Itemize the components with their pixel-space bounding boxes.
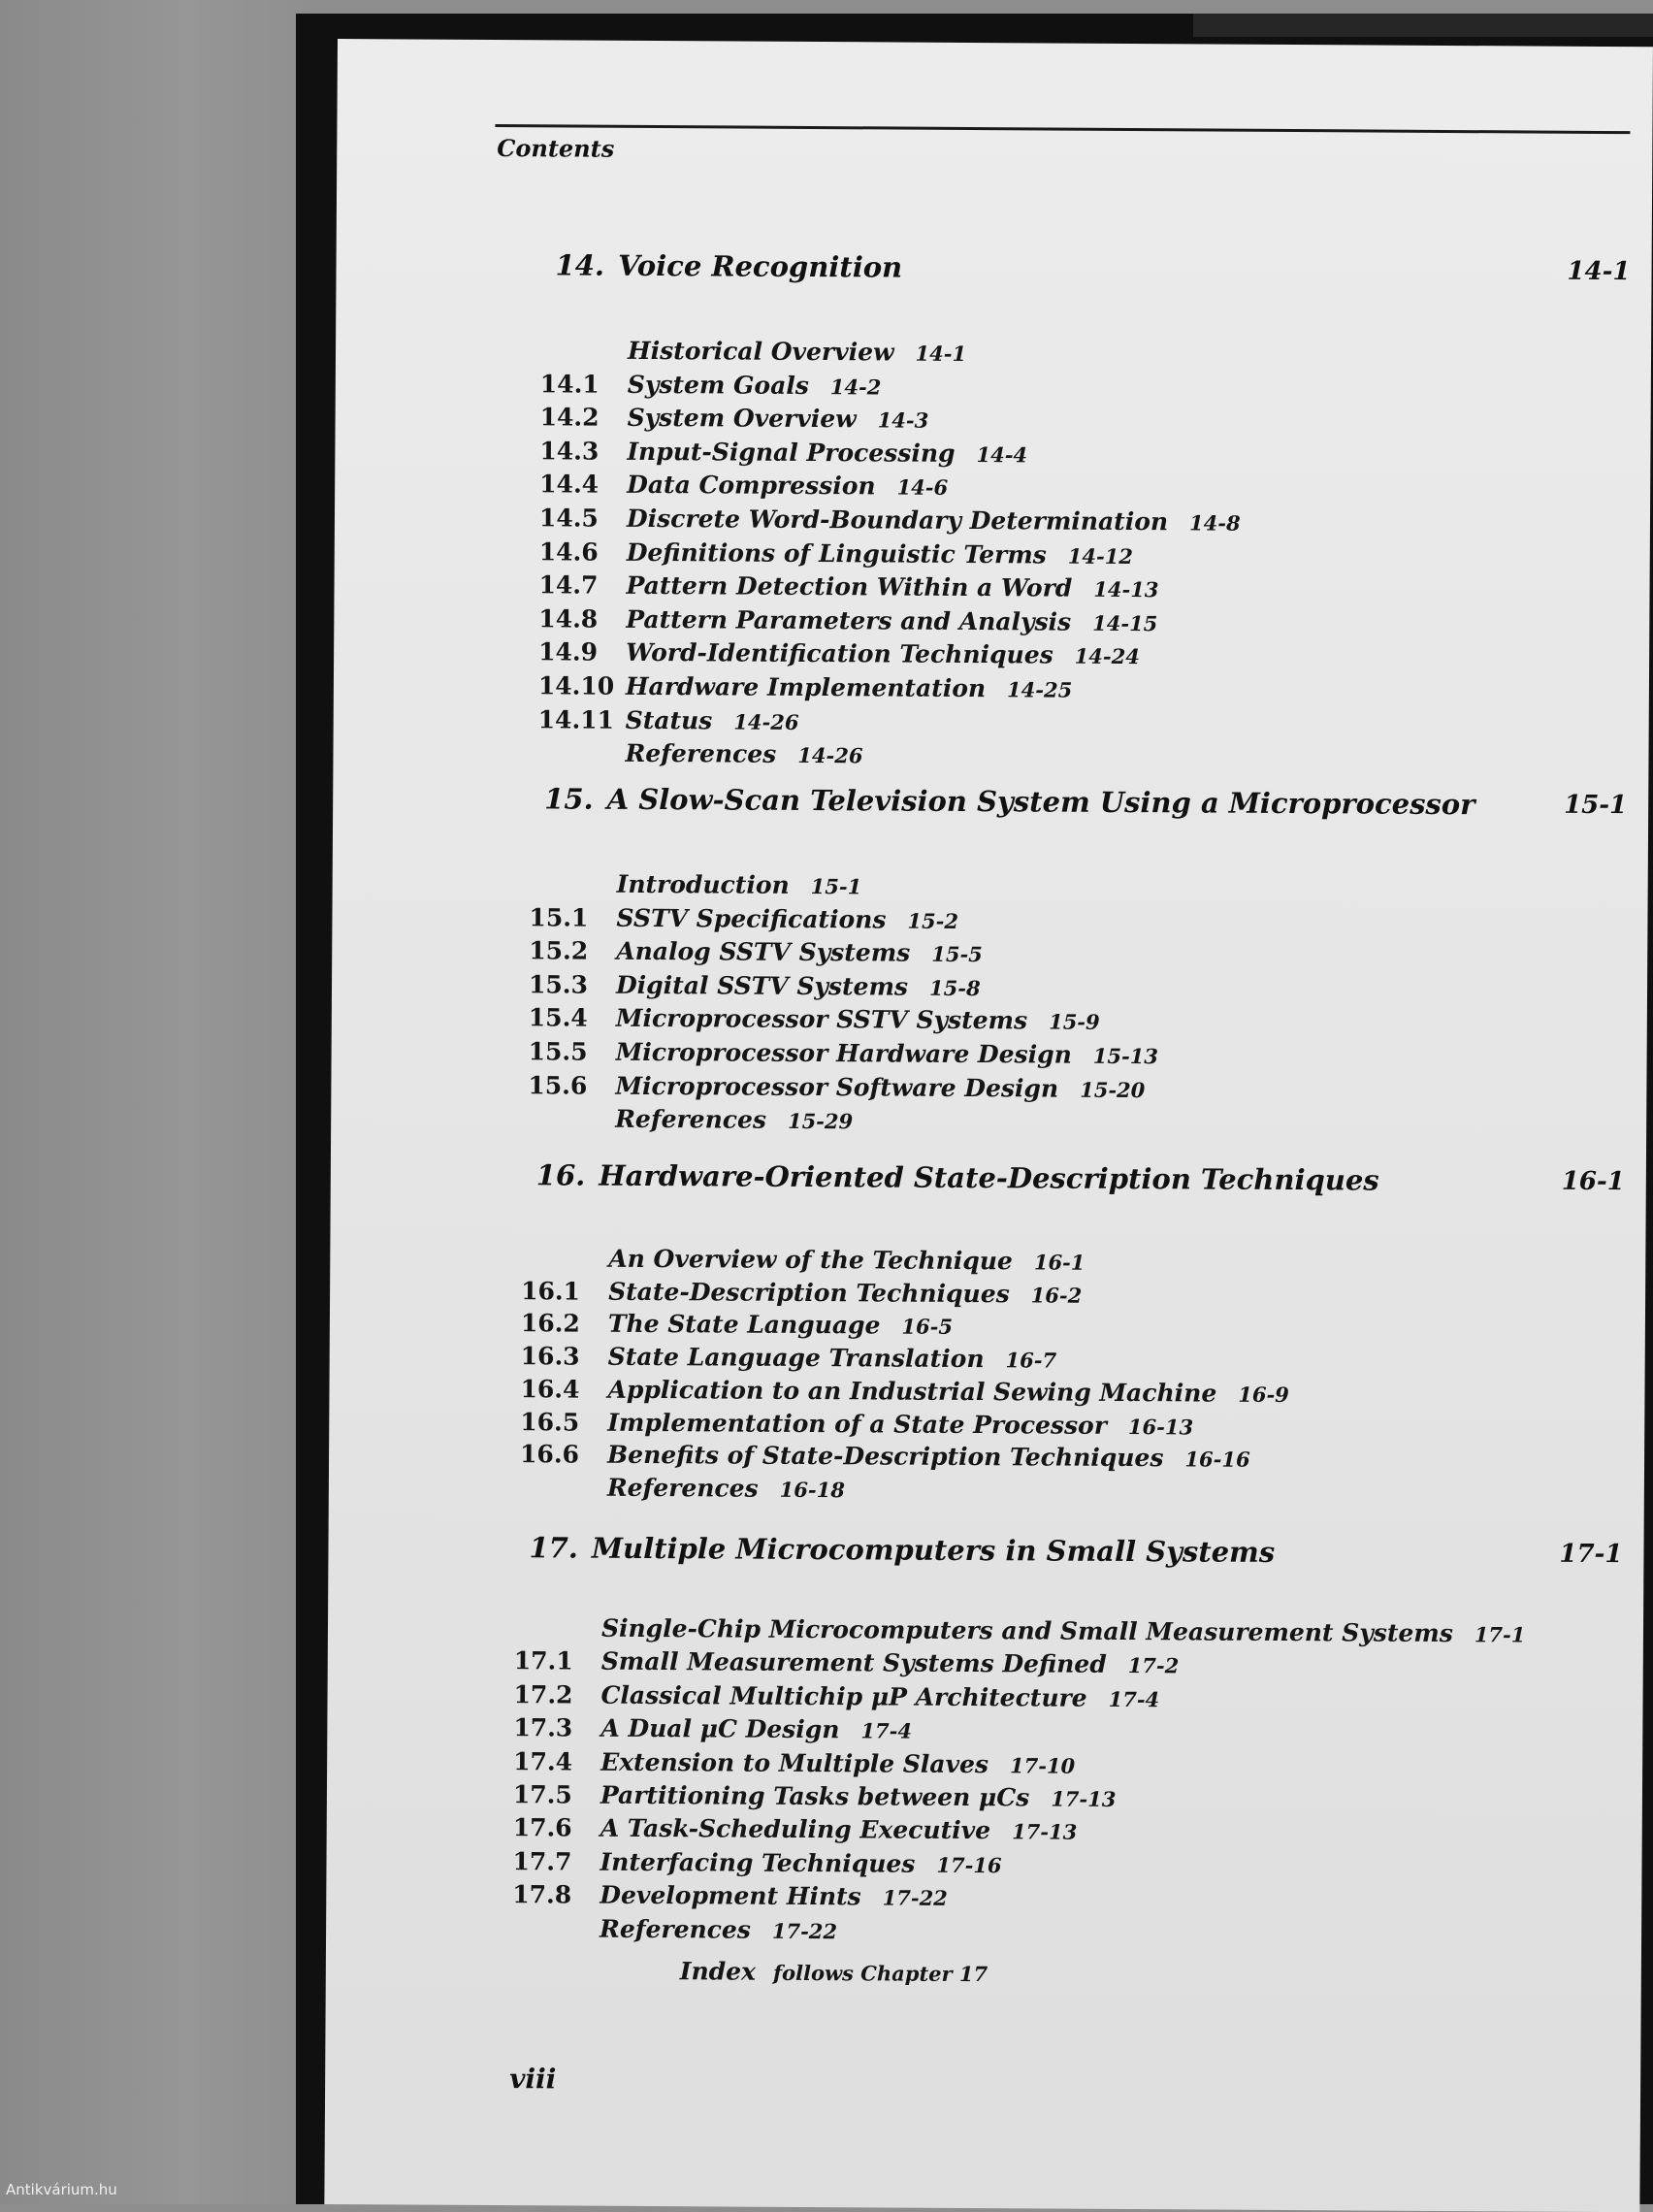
section-number: 15.5: [529, 1037, 606, 1065]
section-page: 15-29: [788, 1109, 853, 1133]
section-title: Historical Overview: [628, 337, 894, 367]
section-number: 16.5: [520, 1408, 598, 1436]
section-title: Digital SSTV Systems: [616, 971, 908, 1001]
section-page: 17-22: [772, 1918, 837, 1942]
section-title-group: [600, 1914, 837, 1943]
section-title-group: [626, 571, 1158, 602]
section-title: Interfacing Techniques: [600, 1847, 915, 1877]
section-number: 14.3: [539, 437, 617, 465]
section-page: 14-4: [976, 442, 1027, 467]
section-title-group: [600, 1747, 1075, 1778]
section-title-group: [616, 937, 983, 967]
section-number: 16.6: [520, 1440, 598, 1468]
section-title-group: [617, 870, 862, 900]
chapter-page: 17-1: [1535, 1540, 1622, 1570]
section-page: 14-24: [1075, 644, 1140, 668]
section-number: 17.8: [512, 1880, 590, 1908]
section-number: 17.5: [513, 1780, 591, 1808]
section-title-group: [600, 1847, 1001, 1878]
section-page: 17-4: [1109, 1687, 1160, 1711]
section-title-group: [600, 1714, 912, 1744]
section-title-group: [615, 1105, 853, 1134]
chapter-title-text: A Slow-Scan Television System Using a Microprocessor: [607, 783, 1475, 821]
section-number: 17.6: [513, 1814, 591, 1842]
section-number: 16.4: [520, 1375, 598, 1403]
section-page: 17-1: [1475, 1622, 1526, 1646]
section-page: 16-16: [1184, 1448, 1249, 1472]
section-title-group: [608, 1343, 1057, 1374]
header-rule: [495, 124, 1630, 134]
section-page: 17-10: [1010, 1753, 1075, 1777]
section-title: Benefits of State-Description Techniques: [607, 1441, 1164, 1473]
chapter-number: 15.: [544, 782, 594, 815]
section-title: A Dual μC Design: [600, 1714, 839, 1744]
section-title-group: [616, 903, 958, 933]
section-title-group: [608, 1310, 953, 1340]
section-page: 15-13: [1093, 1044, 1158, 1068]
section-page: 14-12: [1068, 543, 1133, 568]
section-title: Small Measurement Systems Defined: [601, 1647, 1107, 1678]
watermark: Antikvárium.hu: [6, 2181, 117, 2198]
section-title: Introduction: [617, 870, 790, 899]
section-title: State Language Translation: [608, 1343, 985, 1373]
section-number: 14.5: [539, 504, 617, 532]
section-title-group: [627, 438, 1027, 469]
section-number: 16.3: [521, 1342, 599, 1370]
section-title: Application to an Industrial Sewing Machine: [607, 1376, 1216, 1408]
chapter-title-text: Voice Recognition: [618, 249, 902, 284]
section-title: SSTV Specifications: [616, 903, 886, 933]
section-title-group: [626, 672, 1073, 703]
section-title-group: [608, 1245, 1085, 1276]
section-title-group: [608, 1277, 1082, 1308]
book-page: [324, 39, 1653, 2212]
section-number: 14.1: [540, 370, 618, 398]
section-title: Microprocessor SSTV Systems: [616, 1004, 1027, 1035]
section-page: 17-16: [936, 1853, 1001, 1877]
section-title: State-Description Techniques: [608, 1277, 1010, 1308]
section-number: 17.1: [514, 1647, 592, 1675]
section-title: References: [615, 1105, 766, 1134]
section-page: 17-2: [1128, 1653, 1180, 1677]
section-page: 14-3: [878, 408, 929, 433]
section-title-group: [626, 705, 799, 734]
section-page: 14-1: [916, 342, 967, 366]
index-entry: [680, 1957, 988, 1987]
section-title-group: [627, 504, 1241, 537]
section-page: 15-2: [907, 908, 958, 932]
chapter-page: 16-1: [1538, 1167, 1625, 1197]
section-title: References: [600, 1914, 751, 1943]
chapter-number: 17.: [529, 1531, 578, 1564]
chapter-title: [529, 1531, 1275, 1569]
section-title-group: [625, 739, 862, 768]
chapter-title-text: Hardware-Oriented State-Description Techniques: [599, 1159, 1379, 1197]
section-page: 14-25: [1007, 677, 1072, 701]
section-number: 14.10: [538, 671, 616, 699]
section-page: 14-13: [1093, 577, 1158, 602]
section-page: 16-7: [1005, 1348, 1056, 1372]
chapter-number: 14.: [555, 248, 604, 281]
section-title: Extension to Multiple Slaves: [600, 1747, 989, 1777]
section-page: 17-4: [860, 1719, 912, 1743]
section-title-group: [615, 1071, 1145, 1102]
section-number: 14.2: [540, 403, 618, 431]
section-title-group: [628, 337, 966, 367]
section-title-group: [627, 537, 1133, 569]
section-title: Pattern Detection Within a Word: [626, 571, 1072, 602]
section-title: References: [607, 1474, 759, 1503]
section-page: 15-1: [811, 874, 862, 898]
section-page: 16-2: [1031, 1283, 1083, 1307]
section-title: Single-Chip Microcomputers and Small Measurement Systems: [601, 1614, 1453, 1647]
section-title: Microprocessor Hardware Design: [616, 1038, 1072, 1069]
section-number: 14.6: [539, 537, 617, 566]
section-page: 14-26: [733, 709, 798, 733]
running-head: Contents: [497, 134, 614, 163]
section-page: 15-8: [929, 976, 981, 1000]
chapter-title: [544, 782, 1475, 821]
book-cover-edge: [1193, 14, 1653, 37]
section-page: 16-9: [1238, 1382, 1289, 1406]
section-title: Classical Multichip μP Architecture: [600, 1680, 1086, 1711]
section-page: 16-5: [901, 1315, 953, 1339]
chapter-16: [331, 1157, 1646, 1165]
chapter-17: [329, 1530, 1644, 1538]
section-title-group: [616, 1004, 1100, 1035]
page-number: viii: [509, 2063, 556, 2095]
chapter-title: [536, 1158, 1379, 1196]
section-number: 14.7: [538, 570, 616, 599]
section-number: 14.11: [538, 705, 616, 733]
section-title: A Task-Scheduling Executive: [600, 1814, 991, 1844]
section-number: 15.1: [529, 903, 606, 931]
index-note: follows Chapter 17: [773, 1961, 988, 1986]
section-title-group: [607, 1376, 1289, 1408]
section-title: Hardware Implementation: [626, 672, 986, 702]
section-page: 14-2: [830, 374, 882, 399]
chapter-page: 14-1: [1542, 257, 1630, 287]
section-title-group: [607, 1408, 1193, 1440]
section-title: An Overview of the Technique: [608, 1245, 1013, 1276]
section-title: References: [625, 739, 776, 768]
section-title-group: [600, 1881, 948, 1911]
section-title-group: [601, 1647, 1180, 1679]
section-title: Pattern Parameters and Analysis: [626, 605, 1071, 636]
chapter-title: [555, 248, 902, 283]
section-title: Implementation of a State Processor: [607, 1408, 1107, 1439]
section-page: 14-8: [1189, 510, 1241, 535]
section-title: System Goals: [628, 370, 809, 399]
section-number: 17.4: [513, 1747, 591, 1775]
section-title: Analog SSTV Systems: [616, 937, 910, 967]
section-title-group: [600, 1680, 1159, 1712]
section-page: 14-6: [897, 475, 949, 500]
section-title-group: [627, 471, 948, 501]
section-number: 16.1: [521, 1277, 599, 1305]
section-number: 14.9: [538, 638, 616, 667]
section-title-group: [626, 638, 1140, 669]
section-title-group: [607, 1441, 1250, 1473]
section-number: 14.8: [538, 604, 616, 633]
section-title: System Overview: [628, 404, 857, 433]
section-title: Development Hints: [600, 1881, 861, 1911]
section-number: 17.3: [513, 1713, 591, 1741]
chapter-page: 15-1: [1540, 791, 1627, 821]
section-page: 17-22: [883, 1886, 948, 1910]
section-number: 14.4: [539, 471, 617, 499]
section-title-group: [616, 1038, 1159, 1069]
chapter-15: [333, 781, 1648, 789]
section-title: Input-Signal Processing: [627, 438, 955, 468]
desk-background: [0, 0, 310, 2204]
section-title-group: [600, 1781, 1117, 1812]
chapter-number: 16.: [536, 1158, 586, 1191]
section-page: 14-15: [1092, 611, 1157, 635]
section-page: 17-13: [1051, 1787, 1116, 1811]
index-label: Index: [680, 1957, 756, 1985]
section-title: Definitions of Linguistic Terms: [627, 537, 1047, 569]
section-title: Word-Identification Techniques: [626, 638, 1053, 669]
section-title-group: [628, 404, 929, 434]
section-title: Discrete Word-Boundary Determination: [627, 504, 1168, 536]
section-title-group: [601, 1614, 1526, 1648]
section-title-group: [616, 971, 981, 1001]
chapter-title-text: Multiple Microcomputers in Small Systems: [592, 1532, 1275, 1569]
section-title: Partitioning Tasks between μCs: [600, 1781, 1029, 1812]
section-title: The State Language: [608, 1310, 881, 1340]
section-page: 15-9: [1049, 1010, 1100, 1034]
section-title-group: [626, 605, 1157, 636]
section-title: Microprocessor Software Design: [615, 1071, 1058, 1102]
section-number: 16.2: [521, 1310, 599, 1338]
section-title-group: [628, 370, 882, 400]
chapter-14: [337, 247, 1652, 255]
section-number: 15.6: [528, 1071, 605, 1099]
section-title: Data Compression: [627, 471, 876, 501]
section-title-group: [607, 1474, 845, 1503]
section-page: 16-18: [780, 1478, 845, 1502]
section-page: 15-5: [931, 942, 983, 966]
section-title-group: [600, 1814, 1078, 1845]
section-page: 17-13: [1012, 1820, 1077, 1844]
section-page: 15-20: [1080, 1077, 1145, 1101]
section-number: 15.3: [529, 970, 606, 998]
section-number: 17.2: [513, 1680, 591, 1708]
section-page: 16-1: [1034, 1250, 1086, 1274]
section-number: 15.4: [529, 1004, 606, 1032]
section-title: Status: [626, 705, 713, 734]
section-number: 15.2: [529, 936, 606, 964]
section-page: 16-13: [1128, 1415, 1193, 1439]
section-page: 14-26: [797, 743, 862, 767]
section-number: 17.7: [512, 1847, 590, 1875]
